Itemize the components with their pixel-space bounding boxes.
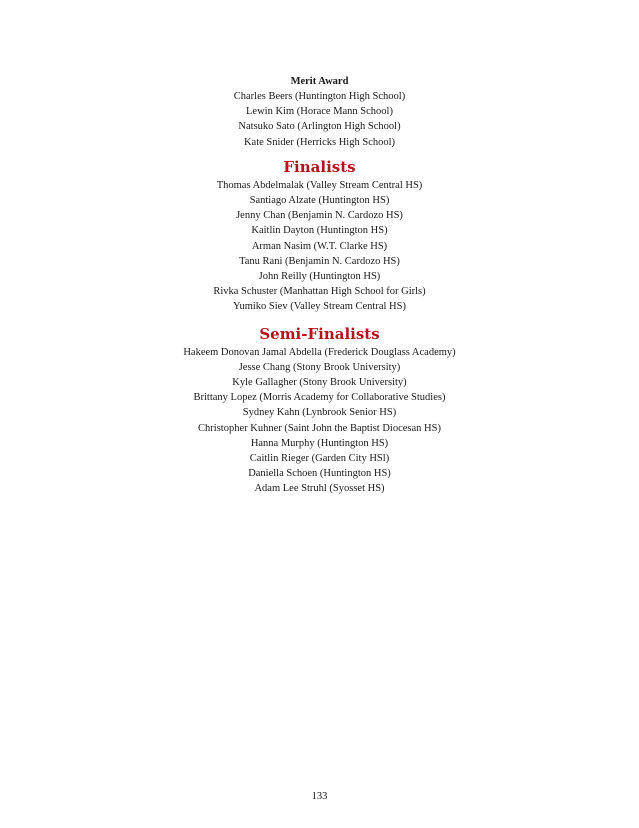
finalist-entry: Tanu Rani (Benjamin N. Cardozo HS) bbox=[239, 255, 400, 267]
awards-list bbox=[0, 74, 639, 497]
merit-award-heading: Merit Award bbox=[290, 76, 349, 87]
page-number: 133 bbox=[311, 791, 328, 802]
finalist-entry: Kaitlin Dayton (Huntington HS) bbox=[251, 225, 388, 237]
finalist-entry: Thomas Abdelmalak (Valley Stream Central HS) bbox=[216, 179, 423, 191]
merit-award-entry: Kate Snider (Herricks High School) bbox=[243, 136, 396, 148]
merit-award-entry: Charles Beers (Huntington High School) bbox=[233, 91, 406, 102]
semi-finalist-entry: Hakeem Donovan Jamal Abdella (Frederick Douglass Academy) bbox=[183, 346, 456, 358]
semi-finalist-entry: Daniella Schoen (Huntington HS) bbox=[248, 468, 391, 480]
finalist-entry: Arman Nasim (W.T. Clarke HS) bbox=[251, 240, 388, 252]
finalist-entry: Yumiko Siev (Valley Stream Central HS) bbox=[233, 301, 406, 313]
semi-finalist-entry: Sydney Kahn (Lynbrook Senior HS) bbox=[242, 407, 397, 419]
merit-award-list bbox=[0, 89, 639, 150]
finalist-entry: Santiago Alzate (Huntington HS) bbox=[249, 195, 390, 207]
semi-finalist-entry: Kyle Gallagher (Stony Brook University) bbox=[232, 377, 407, 389]
merit-award-entry: Lewin Kim (Horace Mann School) bbox=[246, 106, 393, 118]
semi-finalist-entry: Caitlin Rieger (Garden City HSl) bbox=[249, 453, 390, 465]
merit-award-entry: Natsuko Sato (Arlington High School) bbox=[238, 121, 401, 133]
semi-finalist-entry: Hanna Murphy (Huntington HS) bbox=[250, 437, 389, 449]
finalist-entry: Rivka Schuster (Manhattan High School for Girls) bbox=[213, 286, 426, 298]
semi-finalist-entry: Adam Lee Struhl (Syosset HS) bbox=[254, 483, 385, 495]
finalist-entry: John Reilly (Huntington HS) bbox=[258, 271, 381, 283]
semi-finalist-entry: Jesse Chang (Stony Brook University) bbox=[238, 361, 401, 373]
finalists-heading: Finalists bbox=[283, 157, 356, 176]
semi-finalists-heading: Semi-Finalists bbox=[259, 324, 380, 343]
semi-finalists-list bbox=[0, 345, 639, 497]
semi-finalist-entry: Christopher Kuhner (Saint John the Baptist Diocesan HS) bbox=[198, 422, 441, 434]
finalist-entry: Jenny Chan (Benjamin N. Cardozo HS) bbox=[236, 210, 403, 222]
finalists-list bbox=[0, 178, 639, 315]
semi-finalist-entry: Brittany Lopez (Morris Academy for Collaborative Studies) bbox=[193, 392, 446, 404]
